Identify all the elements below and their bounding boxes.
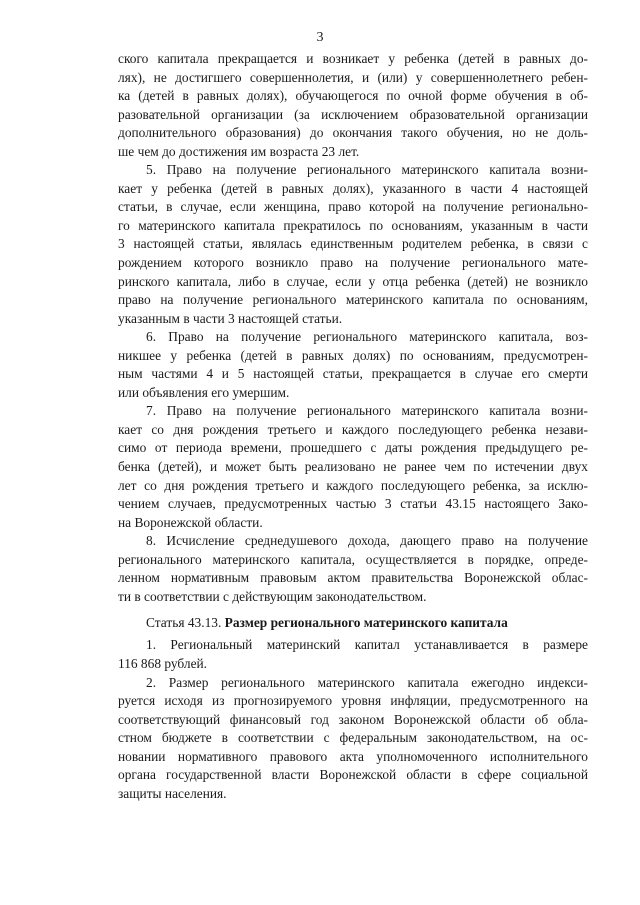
text-line: новании нормативного правового акта уполномоченного исполнительного — [118, 748, 588, 764]
article-title: Размер регионального материнского капитала — [224, 615, 508, 631]
text-line: ти в соответствии с действующим законодательством. — [118, 588, 427, 604]
text-line: органа государственной власти Воронежской области в сфере социальной — [118, 767, 588, 783]
text-line: 3 настоящей статьи, являлась единственным родителем ребенка, в связи с — [118, 236, 588, 252]
text-line: дополнительного образования) до окончания такого обучения, но не доль- — [118, 125, 588, 141]
text-line: разовательной организации (за исключением образовательной организации — [118, 106, 588, 122]
text-line: ным частями 4 и 5 настоящей статьи, прекращается в случае его смерти — [118, 366, 588, 382]
text-line: чением случаев, предусмотренных частью 3 статьи 43.15 настоящего Зако- — [118, 496, 588, 512]
text-line: указанным в части 3 настоящей статьи. — [118, 310, 343, 326]
article-number: Статья 43.13. — [146, 615, 222, 631]
text-line: или объявления его умершим. — [118, 384, 290, 400]
text-line: защиты населения. — [118, 785, 227, 801]
text-line: 7. Право на получение регионального материнского капитала возни- — [146, 403, 588, 419]
text-line: 6. Право на получение регионального материнского капитала, воз- — [146, 329, 588, 345]
article-paragraph-1 — [118, 636, 588, 673]
text-line: го материнского капитала прекратилось по основаниям, указанным в части — [118, 217, 588, 233]
text-line: на Воронежской области. — [118, 514, 263, 530]
text-line: ка (детей в равных долях), обучающегося по очной форме обучения в об- — [118, 88, 588, 104]
text-line: кает у ребенка (детей в равных долях), указанного в части 4 настоящей — [118, 180, 588, 196]
text-line: ринского капитала, либо в случае, если у отца ребенка (детей) не возникло — [118, 273, 588, 289]
text-line: 5. Право на получение регионального материнского капитала возни- — [146, 162, 588, 178]
text-line: право на получение регионального материнского капитала по основаниям, — [118, 292, 588, 308]
text-line: ше чем до достижения им возраста 23 лет. — [118, 143, 360, 159]
text-line: бенка (детей), и может быть реализовано не ранее чем по истечении двух — [118, 459, 588, 475]
text-line: никшее у ребенка (детей в равных долях) по основаниям, предусмотрен- — [118, 347, 588, 363]
paragraph-part-8 — [118, 532, 588, 606]
article-heading — [118, 610, 588, 636]
paragraph-part-5 — [118, 161, 588, 328]
text-line: лях), не достигшего совершеннолетия, и (или) у совершеннолетнего ребен- — [118, 69, 588, 85]
text-line: 8. Исчисление среднедушевого дохода, дающего право на получение — [146, 533, 588, 549]
page-number: 3 — [316, 30, 324, 45]
text-line: руется исходя из прогнозируемого уровня инфляции, предусмотренного на — [118, 693, 588, 709]
paragraph-part-6 — [118, 328, 588, 402]
text-line: стном бюджете в соответствии с федеральным законодательством, на ос- — [118, 730, 588, 746]
text-line: кает со дня рождения третьего и каждого последующего ребенка незави- — [118, 421, 588, 437]
text-line: рождением которого возникло право на получение регионального мате- — [118, 255, 588, 271]
text-line: статьи, в случае, если женщина, право которой на получение регионально- — [118, 199, 588, 215]
text-line: 2. Размер регионального материнского капитала ежегодно индекси- — [146, 674, 588, 690]
text-line: симо от периода времени, прошедшего с даты рождения предыдущего ре- — [118, 440, 588, 456]
text-line: лет со дня рождения третьего и каждого последующего ребенка, за исклю- — [118, 477, 588, 493]
text-line: ленном нормативным правовым актом правительства Воронежской облас- — [118, 570, 588, 586]
text-line: регионального материнского капитала, осуществляется в порядке, опреде- — [118, 551, 588, 567]
article-paragraph-2 — [118, 674, 588, 804]
paragraph-continuation — [118, 50, 588, 161]
text-line: 1. Региональный материнский капитал устанавливается в размере — [146, 637, 588, 653]
paragraph-part-7 — [118, 402, 588, 532]
text-line: 116 868 рублей. — [118, 655, 208, 671]
text-line: ского капитала прекращается и возникает у ребенка (детей в равных до- — [118, 51, 588, 66]
text-line: соответствующий финансовый год законом Воронежской области об обла- — [118, 711, 588, 727]
document-body — [118, 50, 588, 803]
